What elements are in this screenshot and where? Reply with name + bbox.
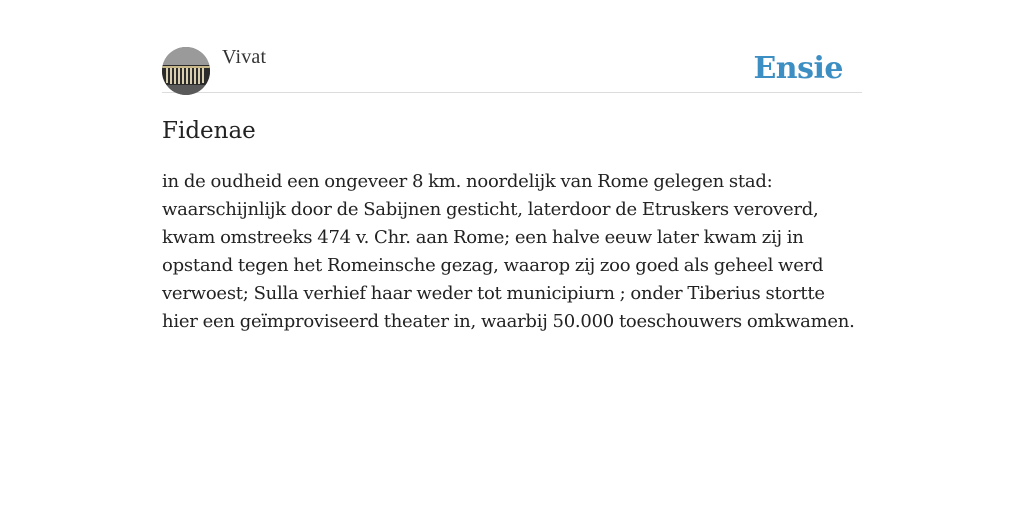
author-name[interactable]: Vivat [222,46,267,68]
entry-header [162,0,862,93]
bookshelf-avatar-icon [162,47,210,95]
brand-logo[interactable]: Ensie [753,51,843,86]
entry-definition: in de oudheid een ongeveer 8 km. noordelijk van Rome gelegen stad: waarschijnlijk door de Sabijnen gesticht, laterdoor de Etruskers veroverd, kwam omstreeks 474 v. Chr. aan Rome; een halve eeuw later kwam zij in opstand tegen het Romeinsche gezag, waarop zij zoo goed als geheel werd verwoest; Sulla verhief haar weder tot municipiurn ; onder Tiberius stortte hier een geïmproviseerd theater in, waarbij 50.000 toeschouwers omkwamen. [162,171,855,332]
author-avatar[interactable] [162,47,210,95]
entry-card [162,0,862,332]
entry-title: Fidenae [162,118,256,144]
